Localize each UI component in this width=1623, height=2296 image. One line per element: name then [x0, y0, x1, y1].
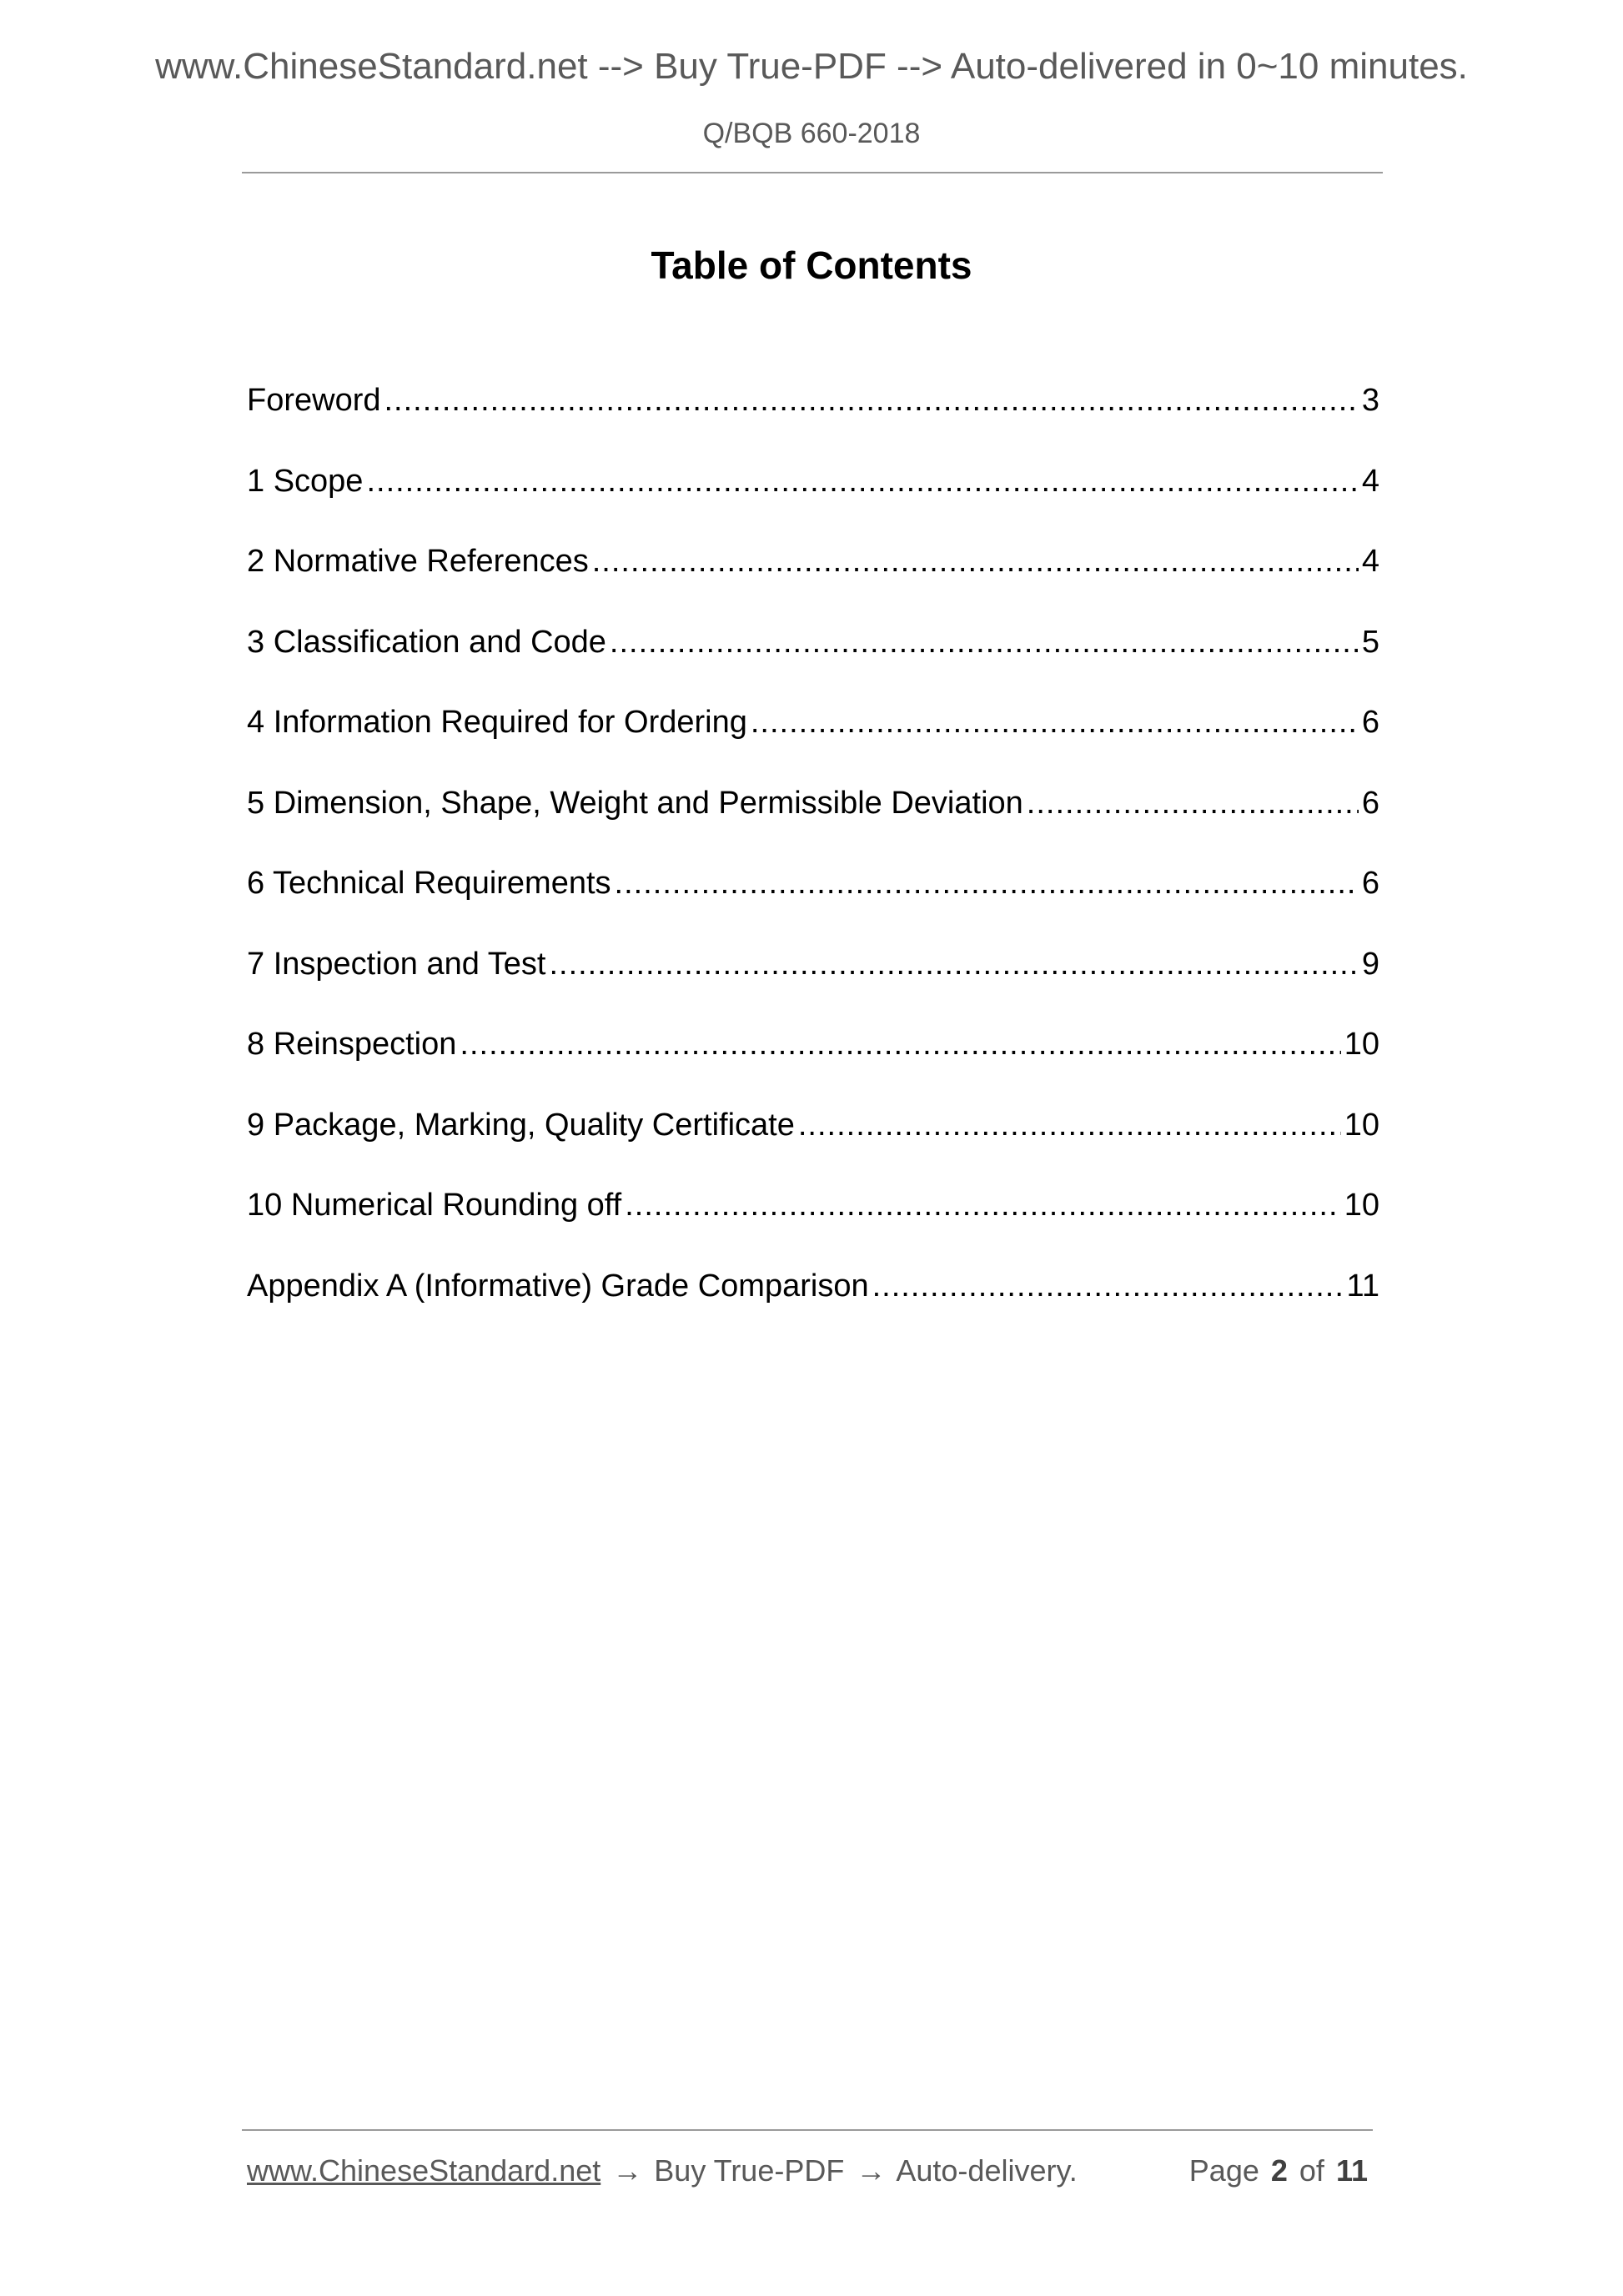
page-footer — [247, 2148, 1373, 2194]
toc-entry-label: Appendix A (Informative) Grade Comparison — [247, 1268, 869, 1304]
toc-entry-page: 6 — [1361, 866, 1379, 901]
toc-entry-page: 3 — [1361, 383, 1379, 418]
toc-entry-package-marking[interactable] — [247, 1102, 1379, 1183]
toc-entry-normative-references[interactable] — [247, 538, 1379, 619]
toc-entry-classification-and-code[interactable] — [247, 619, 1379, 700]
toc-entry-label: Foreword — [247, 383, 381, 418]
buy-true-pdf-text: Buy True-PDF — [654, 2153, 845, 2188]
toc-entry-page: 4 — [1361, 544, 1379, 579]
toc-entry-numerical-rounding-off[interactable] — [247, 1182, 1379, 1263]
toc-entry-label: 1 Scope — [247, 463, 364, 499]
toc-entry-foreword[interactable] — [247, 377, 1379, 458]
footer-divider — [242, 2129, 1373, 2131]
toc-entry-label: 10 Numerical Rounding off — [247, 1188, 622, 1223]
toc-entry-dimension-shape-weight[interactable] — [247, 780, 1379, 861]
footer-promo — [247, 2148, 1078, 2194]
toc-entry-page: 10 — [1344, 1027, 1379, 1062]
arrow-right-icon: → — [856, 2153, 887, 2188]
toc-entry-appendix-a[interactable] — [247, 1263, 1379, 1344]
dot-leader — [625, 1182, 1340, 1228]
table-of-contents — [247, 377, 1379, 1343]
toc-entry-page: 9 — [1361, 946, 1379, 982]
dot-leader — [610, 619, 1359, 666]
dot-leader — [549, 941, 1358, 987]
toc-entry-page: 4 — [1361, 463, 1379, 499]
toc-entry-scope[interactable] — [247, 458, 1379, 539]
document-code: Q/BQB 660-2018 — [702, 118, 921, 149]
toc-entry-label: 3 Classification and Code — [247, 624, 606, 660]
dot-leader — [460, 1021, 1340, 1068]
site-banner: www.ChineseStandard.net --> Buy True-PDF --> Auto-delivered in 0~10 minutes. — [155, 46, 1468, 87]
toc-entry-reinspection[interactable] — [247, 1021, 1379, 1102]
toc-entry-page: 10 — [1344, 1188, 1379, 1223]
dot-leader — [384, 377, 1359, 424]
toc-title: Table of Contents — [651, 244, 972, 287]
page-of-label: of — [1299, 2153, 1324, 2188]
page-indicator — [1189, 2148, 1368, 2194]
site-link[interactable]: www.ChineseStandard.net — [247, 2153, 601, 2188]
dot-leader — [798, 1102, 1341, 1148]
dot-leader — [872, 1263, 1344, 1309]
toc-entry-page: 11 — [1346, 1268, 1379, 1304]
dot-leader — [615, 860, 1359, 907]
header-divider — [242, 172, 1383, 173]
toc-entry-inspection-and-test[interactable] — [247, 941, 1379, 1022]
toc-entry-label: 5 Dimension, Shape, Weight and Permissible Deviation — [247, 785, 1023, 821]
toc-entry-page: 10 — [1344, 1107, 1379, 1143]
dot-leader — [366, 458, 1358, 505]
toc-entry-page: 6 — [1361, 705, 1379, 740]
dot-leader — [1027, 780, 1359, 826]
page-label: Page — [1188, 2153, 1259, 2188]
current-page-number: 2 — [1270, 2153, 1288, 2188]
toc-entry-label: 9 Package, Marking, Quality Certificate — [247, 1107, 795, 1143]
toc-entry-label: 8 Reinspection — [247, 1027, 457, 1062]
arrow-right-icon: → — [612, 2153, 643, 2188]
toc-entry-page: 6 — [1361, 785, 1379, 821]
toc-entry-label: 2 Normative References — [247, 544, 589, 579]
toc-entry-label: 7 Inspection and Test — [247, 946, 546, 982]
toc-entry-label: 6 Technical Requirements — [247, 866, 611, 901]
toc-entry-technical-requirements[interactable] — [247, 860, 1379, 941]
toc-entry-page: 5 — [1361, 624, 1379, 660]
total-page-count: 11 — [1335, 2153, 1368, 2188]
toc-entry-information-required-for-ordering[interactable] — [247, 699, 1379, 780]
toc-entry-label: 4 Information Required for Ordering — [247, 705, 747, 740]
dot-leader — [592, 538, 1359, 585]
dot-leader — [751, 699, 1359, 746]
auto-delivery-text: Auto-delivery. — [896, 2153, 1078, 2188]
